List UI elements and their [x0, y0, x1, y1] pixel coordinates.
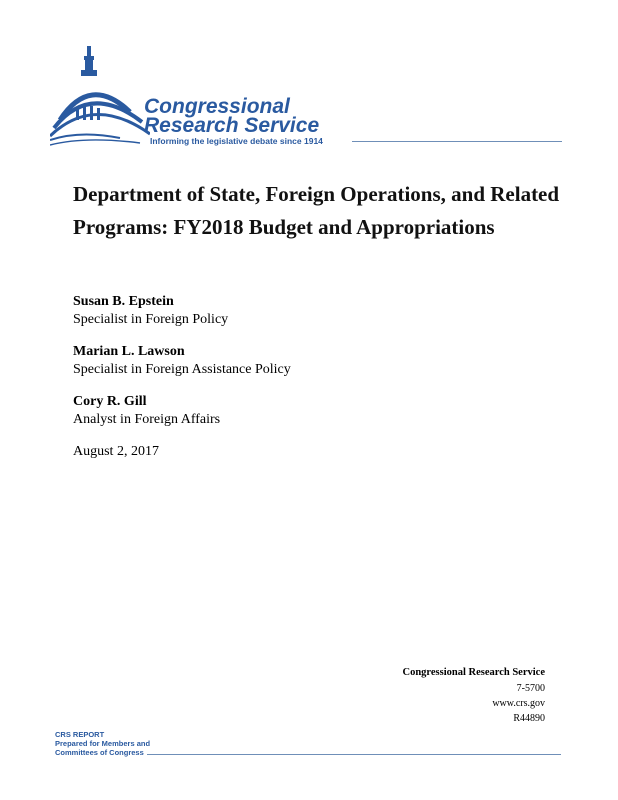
author-block: [73, 343, 473, 379]
footer-label: CRS REPORT: [55, 730, 105, 739]
author-role: Specialist in Foreign Policy: [73, 312, 229, 327]
capitol-dome-icon: [50, 42, 150, 147]
publisher-name: Congressional Research Service: [402, 667, 545, 678]
crs-logo: [50, 42, 570, 152]
publisher-phone: 7-5700: [516, 683, 545, 694]
author-name: Susan B. Epstein: [73, 294, 174, 309]
logo-name-line1: Congressional: [144, 95, 290, 118]
crs-report-footer: [55, 730, 565, 764]
footer-subtitle-line1: Prepared for Members and: [55, 739, 151, 748]
publisher-block: [402, 665, 545, 726]
author-name: Cory R. Gill: [73, 394, 147, 409]
author-name: Marian L. Lawson: [73, 344, 185, 359]
author-role: Analyst in Foreign Affairs: [73, 412, 221, 427]
logo-divider: [352, 141, 562, 142]
footer-divider: [147, 754, 561, 755]
logo-name-line2: Research Service: [144, 114, 320, 137]
report-date: August 2, 2017: [73, 444, 159, 459]
logo-tagline: Informing the legislative debate since 1914: [150, 136, 323, 146]
author-block: [73, 293, 473, 329]
report-title: Department of State, Foreign Operations, and Related Programs: FY2018 Budget and Appropriations: [73, 182, 560, 239]
publisher-website: www.crs.gov: [492, 698, 545, 709]
report-number: R44890: [513, 713, 545, 724]
footer-subtitle-line2: Committees of Congress: [55, 748, 144, 757]
author-role: Specialist in Foreign Assistance Policy: [73, 362, 291, 377]
author-block: [73, 393, 473, 429]
